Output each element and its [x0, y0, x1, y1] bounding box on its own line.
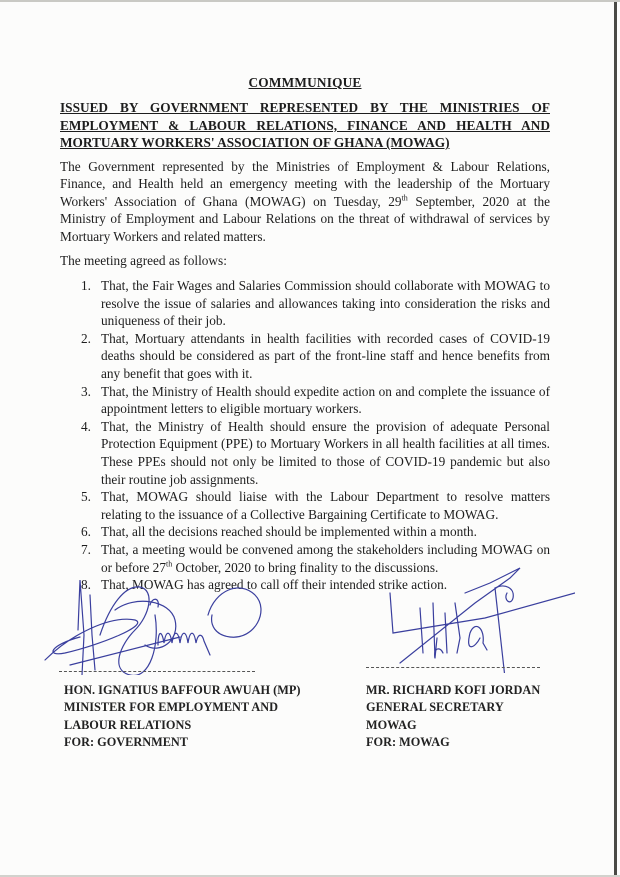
agreements-list — [60, 277, 550, 594]
subject-heading — [60, 99, 550, 152]
item-text: That, all the decisions reached should be implemented within a month. — [101, 524, 477, 540]
item-text: That, the Ministry of Health should ensure the provision of adequate Personal Protection Equipment (PPE) to Mortuary Workers in all health facilities at all times. These PPEs should not only be limited to those of COVID-19 pandemic but also their routine job assignments. — [101, 418, 550, 487]
agreement-item — [60, 418, 550, 488]
signatory-name: MR. RICHARD KOFI JORDAN — [366, 683, 541, 697]
item-number: 2. — [81, 330, 91, 346]
item-text-a: That, a meeting would be convened among the stakeholders including MOWAG on or before 27 — [101, 541, 550, 575]
signature-line-left — [59, 671, 255, 672]
agreement-item — [60, 488, 550, 523]
item-number: 5. — [81, 489, 91, 505]
signatory-name: HON. IGNATIUS BAFFOUR AWUAH (MP) — [64, 683, 301, 697]
subject-line: EMPLOYMENT & LABOUR RELATIONS, FINANCE AND HEALTH AND — [60, 117, 550, 133]
item-text-b: October, 2020 to bring finality to the discussions. — [172, 559, 439, 575]
item-number: 3. — [81, 383, 91, 399]
item-text: That, MOWAG should liaise with the Labour Department to resolve matters relating to the issuance of a Collective Bargaining Certificate to MOWAG. — [101, 489, 550, 522]
item-text: That, MOWAG has agreed to call off their intended strike action. — [101, 577, 448, 593]
item-ordinal-suffix: th — [165, 559, 173, 569]
signatory-block-government — [64, 682, 344, 752]
agreement-lead: The meeting agreed as follows: — [60, 253, 227, 269]
signatory-block-mowag — [366, 682, 596, 752]
signatory-org: MOWAG — [366, 717, 417, 732]
signatory-for: FOR: MOWAG — [366, 735, 450, 750]
signature-line-right — [366, 667, 540, 668]
item-number: 8. — [81, 577, 91, 593]
item-number: 4. — [81, 418, 91, 434]
intro-text-a: The Government represented by the Ministries of Employment & Labour Relations, Finance, and Health held an emergency meeting with the leadership of the Mortuary Workers' Association of Ghana (MOWAG) on Tuesday, 29 — [60, 158, 550, 209]
agreement-item — [60, 330, 550, 383]
intro-text-b: September, 2020 at the Ministry of Employment and Labour Relations on the threat of withdrawal of services by Mortuary Workers and related matters. — [60, 193, 550, 244]
item-text: That, the Fair Wages and Salaries Commission should collaborate with MOWAG to resolve the issue of salaries and allowances taking into consideration the risks and uniqueness of their job. — [101, 278, 550, 329]
item-number: 1. — [81, 278, 91, 294]
agreement-item — [60, 277, 550, 330]
item-text: That, Mortuary attendants in health facilities with recorded cases of COVID-19 deaths should be considered as part of the front-line staff and hence benefits from any benefit that goes with it. — [101, 330, 550, 382]
agreement-item — [60, 383, 550, 418]
page-top-edge — [0, 0, 620, 2]
intro-ordinal-suffix: th — [401, 193, 408, 203]
signatory-title: LABOUR RELATIONS — [64, 717, 192, 732]
signatory-title: MINISTER FOR EMPLOYMENT AND — [64, 700, 278, 715]
item-number: 6. — [81, 524, 91, 540]
general-secretary-signature — [365, 558, 575, 673]
signatory-title: GENERAL SECRETARY — [366, 700, 504, 715]
intro-paragraph — [60, 158, 550, 246]
item-number: 7. — [81, 541, 91, 557]
signatory-for: FOR: GOVERNMENT — [64, 735, 188, 750]
document-body — [60, 74, 550, 594]
agreement-item — [60, 523, 550, 541]
subject-line: ISSUED BY GOVERNMENT REPRESENTED BY THE MINISTRIES OF — [60, 100, 550, 115]
minister-signature — [40, 575, 280, 675]
document-title: COMMMUNIQUE — [248, 75, 362, 90]
item-text: That, the Ministry of Health should expedite action on and complete the issuance of appointment letters to eligible mortuary workers. — [101, 383, 550, 417]
subject-line: MORTUARY WORKERS' ASSOCIATION OF GHANA (MOWAG) — [60, 135, 450, 150]
